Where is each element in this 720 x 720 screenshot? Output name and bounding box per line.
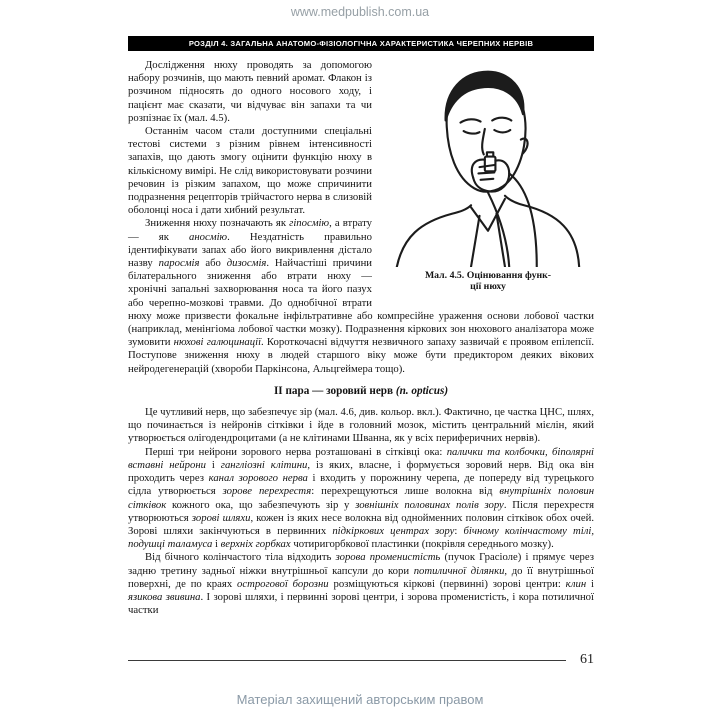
chapter-header bbox=[128, 36, 594, 51]
figure-4-5 bbox=[382, 59, 594, 293]
chapter-title: РОЗДІЛ 4. ЗАГАЛЬНА АНАТОМО-ФІЗІОЛОГІЧНА ХАРАКТЕРИСТИКА ЧЕРЕПНИХ НЕРВІВ bbox=[188, 39, 534, 48]
section-heading-optic-nerve: ІІ пара — зоровий нерв (n. opticus) bbox=[273, 384, 449, 397]
figure-caption bbox=[382, 270, 594, 293]
paragraph-optic-nerve-intro: Це чутливий нерв, що забезпечує зір (мал. 4.6, див. кольор. вкл.). Фактично, це частка ЦНС, шлях, що починається із нейронів сітківки і йде в головний мозок, містить центральний мієлін, який утворюється олігодендроцитами (а не клітинами Шванна, як у всіх периферичних нервів). bbox=[128, 406, 594, 445]
figure-caption-line: ції нюху bbox=[470, 281, 506, 293]
paragraph-test-systems: Останнім часом стали доступними спеціальні тестові системи з різним рівнем інтенсивності запахів, що дають змогу оцінити функцію нюху в кількісному вимірі. Не слід використовувати розчини речовин із різким запахом, що може спричинити подразнення рецепторів трійчастого нерва в слизовій оболонці носа і дати хибний результат. bbox=[128, 125, 372, 217]
paragraph-optic-radiation: Від бічного колінчастого тіла відходить зорова променистість (пучок Грасіоле) і прямує через задню третину задньої ніжки внутрішньої капсули до кори потиличної ділянки, до її внутрішньої поверхні, де по краях острогової борозни розміщуються кіркові (первинні) зорові центри: клин і язикова звивина. І зорові шляхи, і первинні зорові центри, і зорова променистість, і кора потиличної частки bbox=[128, 551, 595, 617]
page-number: 61 bbox=[580, 652, 594, 667]
paragraph-smell-testing: Дослідження нюху проводять за допомогою набору розчинів, що мають певний аромат. Флакон із розчином підносять до одного носового ходу, і пацієнт має сказати, чи відчуває він запахи та чи розпізнає їх (мал. 4.5). bbox=[128, 59, 372, 124]
page-content bbox=[128, 36, 594, 617]
watermark-bottom: Матеріал захищений авторським правом bbox=[236, 692, 484, 707]
body-text bbox=[128, 59, 594, 617]
watermark-top: www.medpublish.com.ua bbox=[290, 5, 430, 19]
paragraph-optic-pathway: Перші три нейрони зорового нерва розташовані в сітківці ока: палички та колбочки, біполярні вставні нейрони і гангліозні клітини, із яких, власне, і формується зоровий нерв. Від ока він проходить через канал зорового нерва і входить у порожнину черепа, де попереду від турецького сідла утворюється зорове перехрестя: перехрещуються лише волокна від внутрішніх половин сітківок кожного ока, що забезпечують зір у зовнішніх половинах полів зору. Після перехрестя утворюються зорові шляхи, кожен із яких несе волокна від однойменних половин сітківок обох очей. Зорові шляхи закінчуються в первинних підкіркових центрах зору: бічному колінчастому тілі, подушці таламуса і верхніх горбках чотиригорбкової пластинки (покрівля середнього мозку). bbox=[128, 445, 595, 551]
page-footer bbox=[128, 652, 594, 668]
paragraph-smell-disorders: Зниження нюху позначають як гіпосмію, а втрату — як аносмію. Нездатність правильно ідентифікувати запах або його викривлення дістало назву паросмія або дизосмія. Найчастіші причини білатерального зниження або втрати нюху — хронічні запальні захворювання носа та його пазух або черепно-мозкові травми. До однобічної втрати нюху може призвести фокальне інфільтративне або компресійне ураження основи лобової частки (наприклад, менінгіома лобової частки мозку). Подразнення кіркових зон нюхового аналізатора може зумовити нюхові галюцинації. Короткочасні відчуття незвичного запаху зазвичай є проявом епілепсії. Поступове зниження нюху в людей старшого віку може бути предиктором деяких вікових нейродегенерацій (хвороби Паркінсона, Альцгеймера тощо). bbox=[128, 217, 595, 375]
figure-caption-line: Мал. 4.5. Оцінювання функ- bbox=[424, 269, 552, 281]
footer-rule bbox=[128, 660, 566, 661]
smell-test-illustration bbox=[382, 59, 594, 267]
